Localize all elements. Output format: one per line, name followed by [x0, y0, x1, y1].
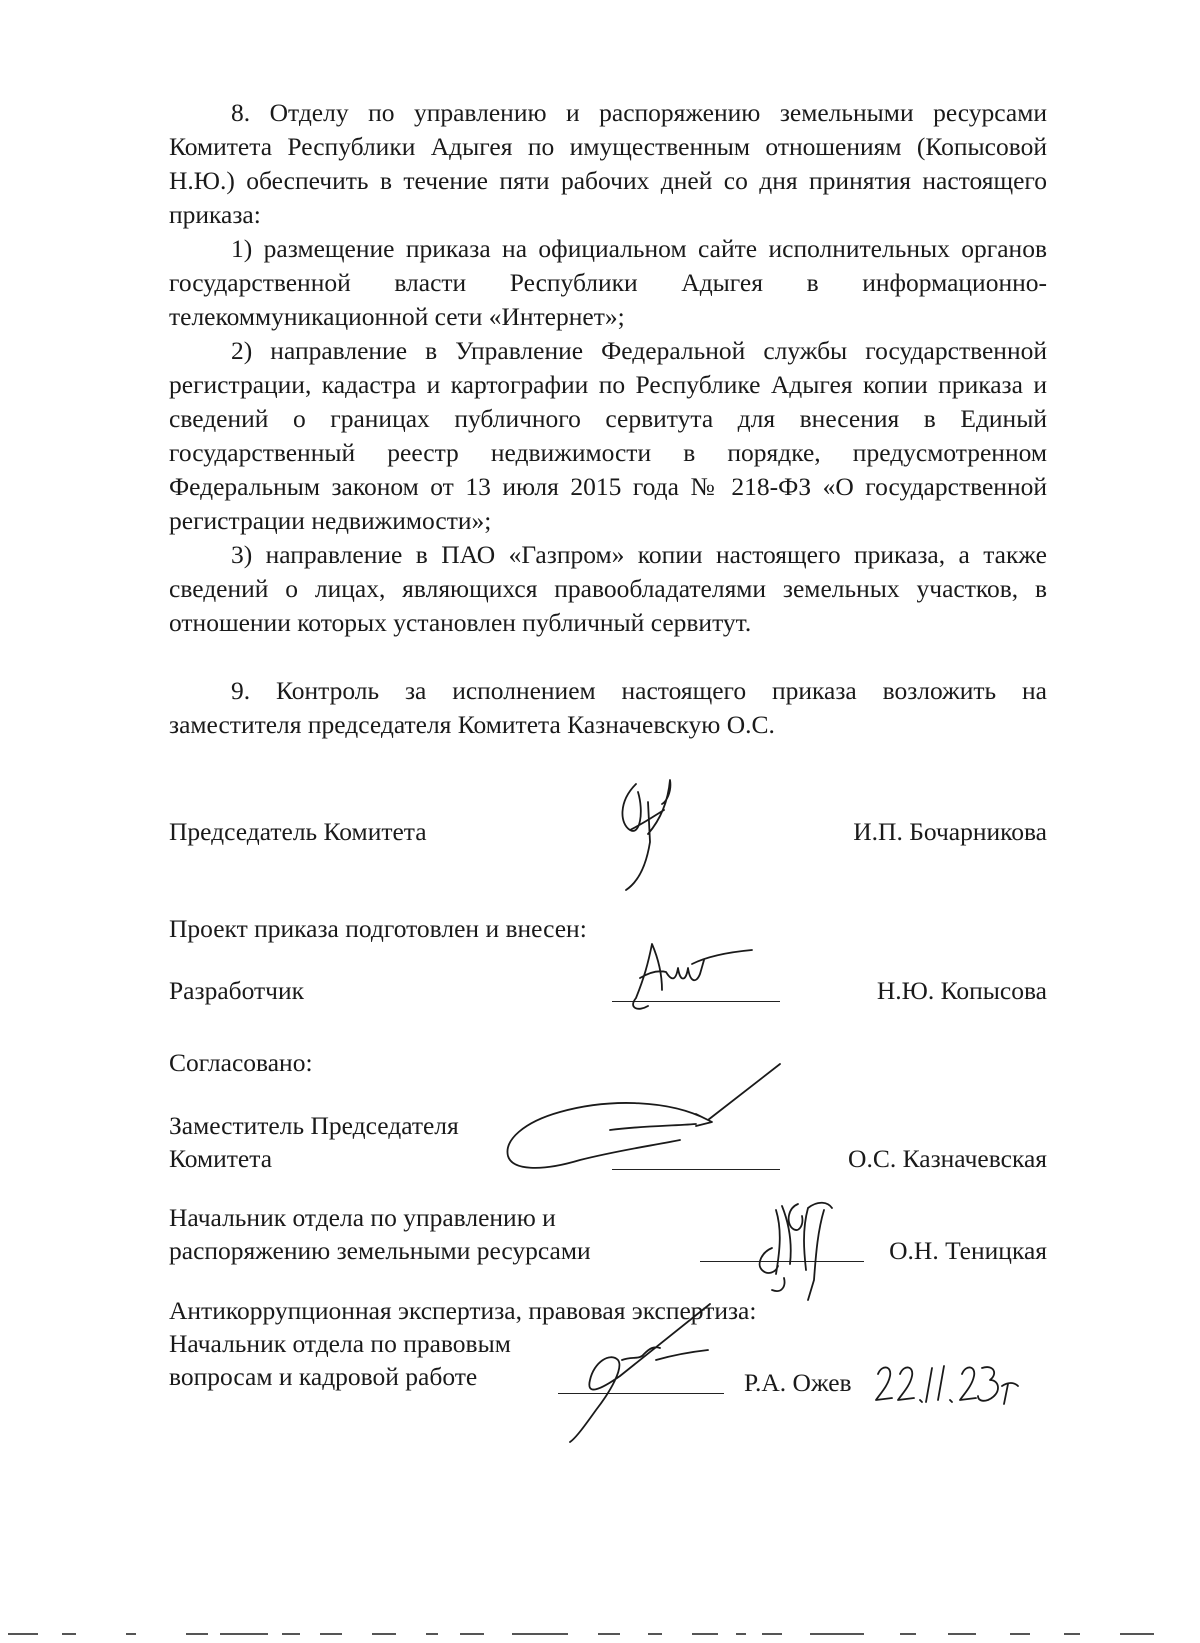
paragraph-8: 8. Отделу по управлению и распоряжению земельными ресурсами Комитета Республики Адыгея по имущественным отношениям (Копысовой Н.Ю.) обеспечить в течение пяти рабочих дней со дня принятия настоящего приказа:	[169, 98, 1047, 229]
land-head-title-line2: распоряжению земельными ресурсами	[169, 1236, 591, 1265]
deputy-title-line1: Заместитель Председателя	[169, 1111, 459, 1140]
handwritten-date	[872, 1360, 1030, 1412]
paragraph-8-2: 2) направление в Управление Федеральной службы государственной регистрации, кадастра и картографии по Республике Адыгея копии приказа и сведений о границах публичного сервитута для внесения в Единый государственный реестр недвижимости в порядке, предусмотренном Федеральным законом от 13 июля 2015 года № 218-ФЗ «О государственной регистрации недвижимости»;	[169, 336, 1047, 535]
paragraph-9: 9. Контроль за исполнением настоящего приказа возложить на заместителя председателя Комитета Казначевскую О.С.	[169, 676, 1047, 739]
developer-signature	[622, 938, 762, 1018]
paragraph-8-3: 3) направление в ПАО «Газпром» копии настоящего приказа, а также сведений о лицах, являющихся правообладателями земельных участков, в отношении которых установлен публичный сервитут.	[169, 540, 1047, 637]
prepared-heading: Проект приказа подготовлен и внесен:	[169, 914, 587, 943]
deputy-signature	[500, 1060, 790, 1180]
developer-title: Разработчик	[169, 976, 305, 1005]
deputy-name: О.С. Казначевская	[848, 1144, 1047, 1173]
paragraph-8-1: 1) размещение приказа на официальном сайте исполнительных органов государственной власти Республики Адыгея в информационно-телекоммуникационной сети «Интернет»;	[169, 234, 1047, 331]
chairman-name: И.П. Бочарникова	[853, 817, 1047, 846]
deputy-title-line2: Комитета	[169, 1144, 273, 1173]
chairman-signature	[608, 772, 718, 902]
land-head-name: О.Н. Теницкая	[889, 1236, 1047, 1265]
chairman-title: Председатель Комитета	[169, 817, 427, 846]
legal-head-signature	[560, 1300, 720, 1450]
land-head-title-line1: Начальник отдела по управлению и	[169, 1203, 556, 1232]
document-body	[169, 96, 1047, 742]
legal-head-name: Р.А. Ожев	[744, 1368, 852, 1397]
legal-head-title-line2: вопросам и кадровой работе	[169, 1362, 478, 1391]
developer-name: Н.Ю. Копысова	[876, 976, 1047, 1005]
legal-head-title-line1: Начальник отдела по правовым	[169, 1329, 511, 1358]
scan-edge-dashes	[0, 1633, 1200, 1637]
land-head-signature	[742, 1190, 872, 1300]
agreed-heading: Согласовано:	[169, 1048, 313, 1077]
expertise-heading: Антикоррупционная экспертиза, правовая экспертиза:	[169, 1296, 757, 1325]
